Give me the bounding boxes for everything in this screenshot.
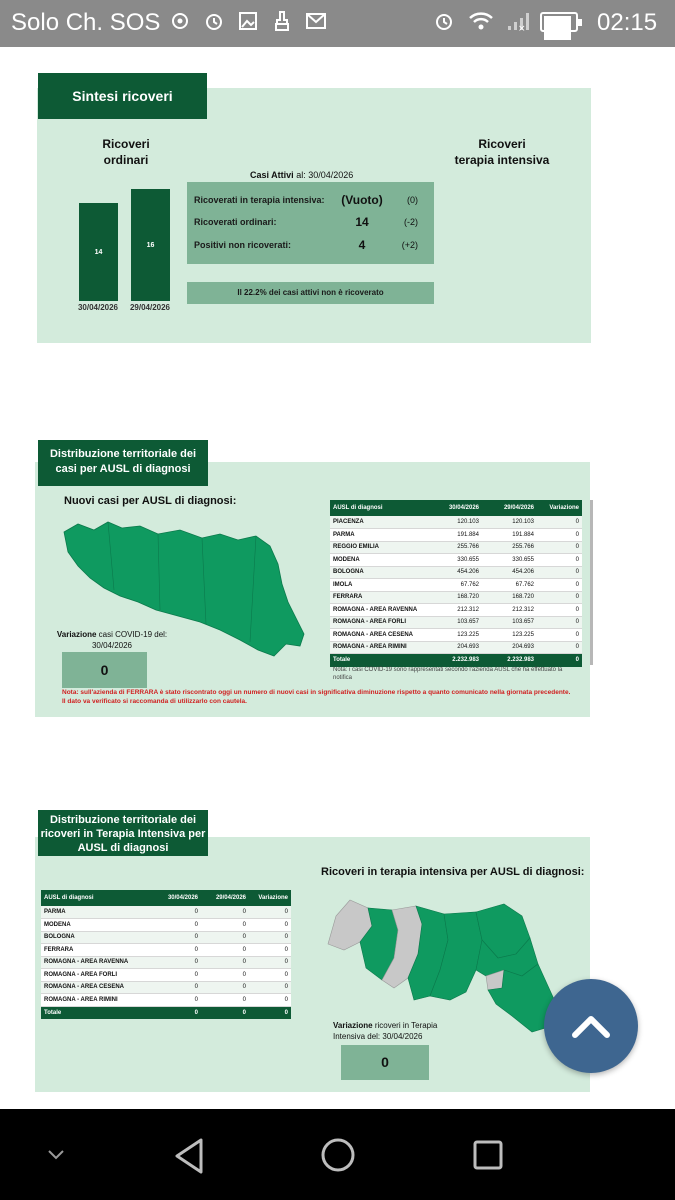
- table-total-cell: 0: [201, 1006, 249, 1019]
- casi-row-value: (Vuoto): [341, 193, 383, 207]
- variazione-casi-value: 0: [62, 652, 147, 688]
- table-cell: 0: [537, 641, 582, 654]
- table-cell: 212.312: [427, 604, 482, 617]
- table-row: [41, 981, 291, 994]
- table-cell: BOLOGNA: [41, 931, 149, 944]
- home-icon[interactable]: [320, 1137, 356, 1173]
- table-row: [41, 994, 291, 1007]
- table-cell: 0: [201, 944, 249, 957]
- image-icon: [236, 10, 260, 34]
- ferrara-warning: Nota: sull'azienda di FERRARA è stato riscontrato oggi un numero di nuovi casi in significativa diminuzione rispetto a quanto comunicato nella giornata precedente. Il dato va verificato si raccomanda di utilizzarlo con cautela.: [62, 689, 571, 705]
- table-total-cell: 2.232.983: [427, 654, 482, 667]
- table-cell: 0: [149, 981, 201, 994]
- table-total-row: [330, 654, 582, 667]
- table-cell: 0: [537, 554, 582, 567]
- table-cell: 0: [201, 981, 249, 994]
- table-total-cell: Totale: [41, 1006, 149, 1019]
- table-note: Nota: i casi COVID-19 sono rappresentati secondo l'azienda AUSL che ha effettuato la notifica: [333, 667, 563, 681]
- table-cell: 0: [149, 906, 201, 919]
- table-cell: MODENA: [330, 554, 427, 567]
- table-cell: 0: [201, 956, 249, 969]
- table-cell: 0: [537, 591, 582, 604]
- terapia-title: [447, 136, 557, 168]
- table-row: [330, 616, 582, 629]
- table-row: [330, 516, 582, 529]
- table-scrollbar[interactable]: [590, 500, 593, 665]
- table-cell: 255.766: [482, 541, 537, 554]
- casi-row-label: Positivi non ricoverati:: [194, 240, 292, 250]
- variazione-rest: casi COVID-19 del:: [98, 630, 168, 639]
- terapia-title-line2: terapia intensiva: [454, 153, 550, 167]
- table-row: [330, 591, 582, 604]
- table-row: [330, 529, 582, 542]
- table-cell: ROMAGNA - AREA RAVENNA: [41, 956, 149, 969]
- back-icon[interactable]: [171, 1136, 207, 1176]
- table-cell: 0: [537, 566, 582, 579]
- table-header-cell[interactable]: 30/04/2026: [149, 890, 201, 906]
- terapia-title-line1: Ricoveri: [478, 137, 526, 151]
- variazione-bold: Variazione: [333, 1021, 373, 1030]
- casi-row-delta: (+2): [401, 240, 418, 250]
- chevron-down-icon[interactable]: [46, 1147, 66, 1161]
- table-cell: ROMAGNA - AREA RIMINI: [41, 994, 149, 1007]
- variazione-casi-label: [52, 629, 172, 651]
- table-cell: 0: [149, 919, 201, 932]
- status-bar: [0, 0, 675, 47]
- table-cell: MODENA: [41, 919, 149, 932]
- distribuzione-title-line2: casi per AUSL di diagnosi: [55, 463, 191, 475]
- ordinari-title: [87, 136, 165, 168]
- table-row: [41, 931, 291, 944]
- table-cell: FERRARA: [41, 944, 149, 957]
- table-header-cell[interactable]: Variazione: [249, 890, 291, 906]
- table-cell: REGGIO EMILIA: [330, 541, 427, 554]
- table-total-cell: 0: [249, 1006, 291, 1019]
- table-cell: 0: [149, 956, 201, 969]
- table-header-cell[interactable]: AUSL di diagnosi: [41, 890, 149, 906]
- table-cell: PIACENZA: [330, 516, 427, 529]
- table-cell: 0: [249, 969, 291, 982]
- casi-attivi-al: al:: [296, 170, 306, 180]
- table-cell: 123.225: [482, 629, 537, 642]
- table-cell: 0: [249, 944, 291, 957]
- casi-attivi-box: [187, 182, 434, 264]
- carrier-label: Solo Ch. SOS: [11, 9, 161, 36]
- table-total-cell: 0: [537, 654, 582, 667]
- battery-icon: [540, 12, 578, 32]
- table-row: [41, 969, 291, 982]
- bar-category-label: 29/04/2026: [129, 303, 171, 312]
- clock: 02:15: [597, 9, 658, 36]
- table-cell: ROMAGNA - AREA RIMINI: [330, 641, 427, 654]
- bar-0[interactable]: 14: [79, 203, 118, 301]
- table-cell: 204.693: [427, 641, 482, 654]
- table-cell: 454.206: [482, 566, 537, 579]
- table-row: [330, 604, 582, 617]
- non-ricoverati-note: Il 22.2% dei casi attivi non è ricoverato: [187, 282, 434, 304]
- table-cell: 0: [537, 604, 582, 617]
- recents-icon[interactable]: [472, 1139, 504, 1171]
- casi-attivi-label: Casi Attivi: [250, 170, 294, 180]
- variazione-bold: Variazione: [56, 630, 97, 639]
- table-cell: 0: [249, 956, 291, 969]
- table-cell: 191.884: [482, 529, 537, 542]
- emilia-romagna-icu-map[interactable]: [326, 896, 560, 1034]
- table-cell: FERRARA: [330, 591, 427, 604]
- table-header-cell[interactable]: Variazione: [537, 500, 582, 516]
- mail-icon: [304, 10, 328, 34]
- terapia-title-line1: Distribuzione territoriale dei: [49, 814, 197, 826]
- table-cell: 0: [537, 629, 582, 642]
- distribuzione-title-line1: Distribuzione territoriale dei: [49, 448, 197, 460]
- variazione-terapia-value: 0: [341, 1045, 429, 1080]
- table-cell: 168.720: [427, 591, 482, 604]
- table-cell: 454.206: [427, 566, 482, 579]
- scroll-to-top-button[interactable]: [544, 979, 638, 1073]
- terapia-ausl-table: [41, 890, 291, 1019]
- section-title-distribuzione: [38, 440, 208, 486]
- table-cell: 0: [201, 969, 249, 982]
- battery-level: [544, 16, 571, 40]
- casi-row-value: 4: [358, 238, 366, 252]
- table-header-cell[interactable]: AUSL di diagnosi: [330, 500, 427, 516]
- signal-icon: [504, 10, 528, 34]
- casi-ausl-table: [330, 500, 582, 667]
- variazione-terapia-label: [333, 1020, 443, 1042]
- table-row: [41, 944, 291, 957]
- table-cell: 0: [149, 944, 201, 957]
- table-cell: 0: [201, 931, 249, 944]
- table-cell: 204.693: [482, 641, 537, 654]
- section-title-terapia: [38, 810, 208, 856]
- system-icons: [432, 10, 578, 34]
- table-cell: 120.103: [482, 516, 537, 529]
- table-cell: 0: [249, 919, 291, 932]
- table-header-cell[interactable]: 30/04/2026: [427, 500, 482, 516]
- table-total-cell: Totale: [330, 654, 427, 667]
- table-row: [41, 956, 291, 969]
- variazione-date: 30/04/2026: [91, 641, 133, 650]
- table-row: [330, 641, 582, 654]
- ordinari-title-line2: ordinari: [103, 153, 149, 167]
- chevron-up-icon: [571, 1013, 611, 1039]
- table-cell: ROMAGNA - AREA RAVENNA: [330, 604, 427, 617]
- cleaner-icon: [270, 10, 294, 34]
- table-row: [330, 579, 582, 592]
- table-cell: 0: [537, 579, 582, 592]
- casi-row-value: 14: [355, 215, 369, 229]
- table-header-cell[interactable]: 29/04/2026: [482, 500, 537, 516]
- alarm-icon: [202, 10, 226, 34]
- section-title-sintesi: Sintesi ricoveri: [38, 73, 207, 119]
- table-cell: 67.762: [427, 579, 482, 592]
- location-icon: [168, 10, 192, 34]
- table-cell: 0: [201, 906, 249, 919]
- table-cell: 0: [537, 516, 582, 529]
- table-cell: 212.312: [482, 604, 537, 617]
- table-cell: IMOLA: [330, 579, 427, 592]
- table-cell: BOLOGNA: [330, 566, 427, 579]
- casi-row-delta: (0): [407, 195, 418, 205]
- casi-attivi-header: [250, 170, 353, 180]
- table-cell: 123.225: [427, 629, 482, 642]
- table-cell: 168.720: [482, 591, 537, 604]
- variazione-date: 30/04/2026: [382, 1032, 423, 1041]
- table-cell: 0: [249, 981, 291, 994]
- table-cell: ROMAGNA - AREA CESENA: [330, 629, 427, 642]
- table-cell: 0: [249, 906, 291, 919]
- table-cell: 0: [149, 931, 201, 944]
- casi-row-label: Ricoverati in terapia intensiva:: [194, 195, 325, 205]
- table-row: [330, 541, 582, 554]
- table-cell: 330.655: [482, 554, 537, 567]
- table-cell: 0: [249, 931, 291, 944]
- table-cell: 0: [201, 919, 249, 932]
- table-row: [330, 554, 582, 567]
- table-cell: 0: [537, 541, 582, 554]
- table-cell: 255.766: [427, 541, 482, 554]
- wifi-icon: [468, 10, 492, 34]
- terapia-map-title: Ricoveri in terapia intensiva per AUSL di diagnosi:: [321, 866, 585, 878]
- table-cell: PARMA: [41, 906, 149, 919]
- table-row: [330, 566, 582, 579]
- table-cell: 0: [537, 529, 582, 542]
- table-cell: 0: [537, 616, 582, 629]
- table-total-cell: 2.232.983: [482, 654, 537, 667]
- casi-row-delta: (-2): [404, 217, 418, 227]
- terapia-title-line3: AUSL di diagnosi: [77, 842, 169, 854]
- table-cell: ROMAGNA - AREA CESENA: [41, 981, 149, 994]
- table-cell: 0: [249, 994, 291, 1007]
- table-row: [41, 906, 291, 919]
- alarm-icon: [432, 10, 456, 34]
- table-cell: 103.657: [427, 616, 482, 629]
- nuovi-casi-title: Nuovi casi per AUSL di diagnosi:: [64, 495, 237, 507]
- table-cell: 330.655: [427, 554, 482, 567]
- table-cell: PARMA: [330, 529, 427, 542]
- table-header-cell[interactable]: 29/04/2026: [201, 890, 249, 906]
- table-cell: ROMAGNA - AREA FORLI: [41, 969, 149, 982]
- table-cell: ROMAGNA - AREA FORLI: [330, 616, 427, 629]
- table-cell: 67.762: [482, 579, 537, 592]
- ordinari-title-line1: Ricoveri: [102, 137, 150, 151]
- table-cell: 0: [149, 969, 201, 982]
- bar-category-label: 30/04/2026: [77, 303, 119, 312]
- variazione-line2: Intensiva del:: [333, 1032, 381, 1041]
- table-cell: 120.103: [427, 516, 482, 529]
- table-row: [330, 629, 582, 642]
- table-total-cell: 0: [149, 1006, 201, 1019]
- table-cell: 103.657: [482, 616, 537, 629]
- variazione-rest: ricoveri in Terapia: [374, 1021, 438, 1030]
- bar-1[interactable]: 16: [131, 189, 170, 301]
- table-cell: 191.884: [427, 529, 482, 542]
- table-cell: 0: [201, 994, 249, 1007]
- casi-row-label: Ricoverati ordinari:: [194, 217, 277, 227]
- terapia-title-line2: ricoveri in Terapia Intensiva per: [40, 828, 206, 840]
- table-cell: 0: [149, 994, 201, 1007]
- casi-attivi-date: 30/04/2026: [308, 170, 354, 180]
- table-row: [41, 919, 291, 932]
- notification-icons: [168, 10, 328, 34]
- table-total-row: [41, 1006, 291, 1019]
- svg-text:×: ×: [518, 24, 526, 32]
- navigation-bar: [0, 1109, 675, 1200]
